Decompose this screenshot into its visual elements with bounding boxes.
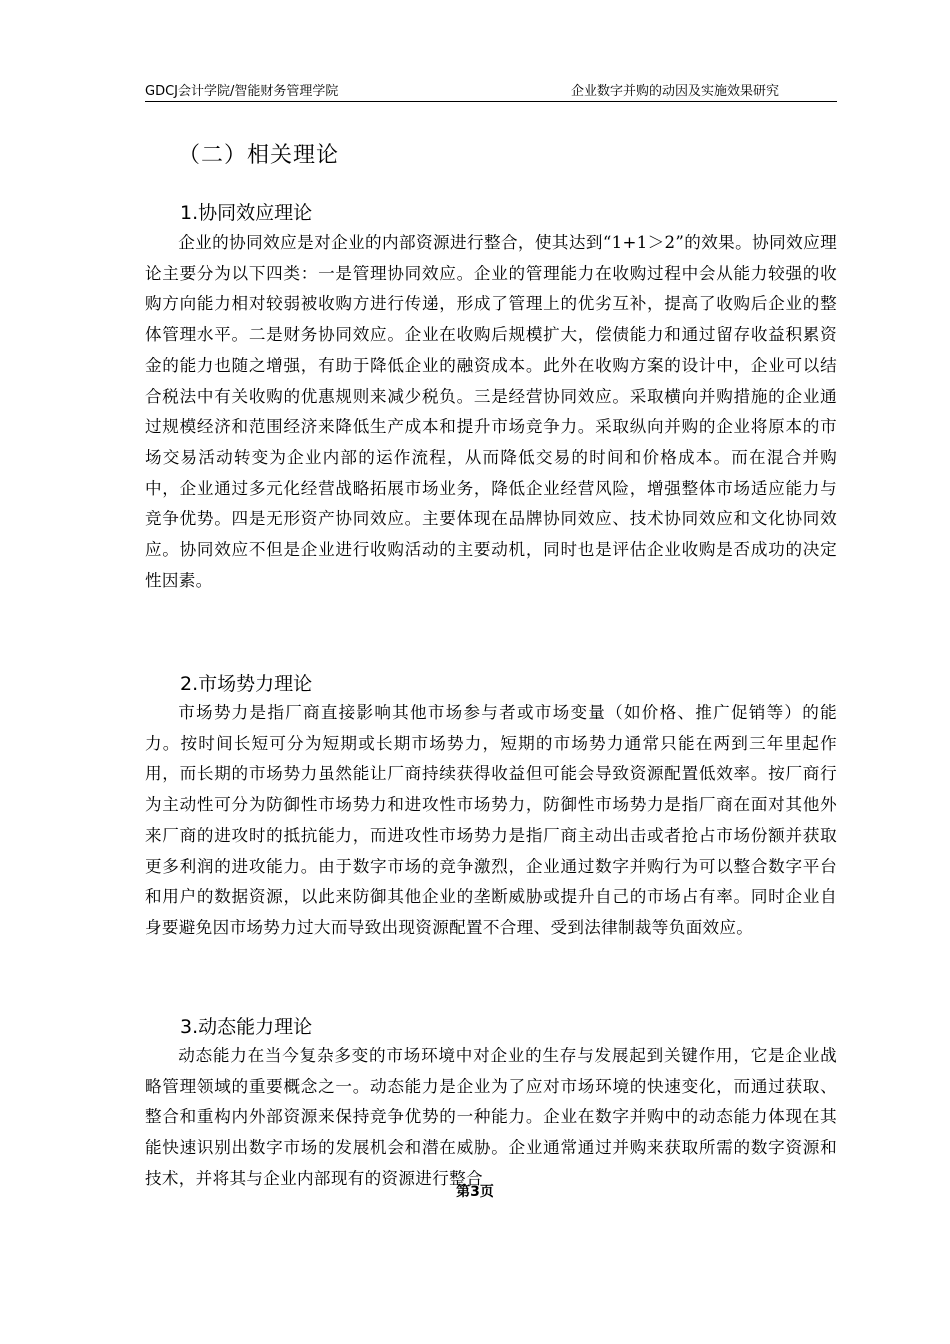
- page-number: 第3页: [456, 1184, 494, 1200]
- running-header: [145, 80, 837, 102]
- section-title: （二）相关理论: [178, 143, 340, 168]
- header-divider: [145, 101, 837, 102]
- paragraph-market-power: 市场势力是指厂商直接影响其他市场参与者或市场变量（如价格、推广促销等）的能力。按时间长短可分为短期或长期市场势力，短期的市场势力通常只能在两到三年里起作用，而长期的市场势力虽然能让厂商持续获得收益但可能会导致资源配置低效率。按厂商行为主动性可分为防御性市场势力和进攻性市场势力，防御性市场势力是指厂商在面对其他外来厂商的进攻时的抵抗能力，而进攻性市场势力是指厂商主动出击或者抢占市场份额并获取更多利润的进攻能力。由于数字市场的竞争激烈，企业通过数字并购行为可以整合数字平台和用户的数据资源，以此来防御其他企业的垄断威胁或提升自己的市场占有率。同时企业自身要避免因市场势力过大而导致出现资源配置不合理、受到法律制裁等负面效应。: [145, 703, 837, 937]
- header-institution: GDCJ会计学院/智能财务管理学院: [145, 84, 339, 99]
- paragraph-dynamic-capability: 动态能力在当今复杂多变的市场环境中对企业的生存与发展起到关键作用，它是企业战略管理领域的重要概念之一。动态能力是企业为了应对市场环境的快速变化，而通过获取、整合和重构内外部资源来保持竞争优势的一种能力。企业在数字并购中的动态能力体现在其能快速识别出数字市场的发展机会和潜在威胁。企业通常通过并购来获取所需的数字资源和技术，并将其与企业内部现有的资源进行整合: [145, 1046, 837, 1188]
- subsection-title-market-power: 2.市场势力理论: [180, 673, 313, 695]
- subsection-title-dynamic-capability: 3.动态能力理论: [180, 1016, 313, 1038]
- subsection-title-synergy: 1.协同效应理论: [180, 202, 313, 224]
- header-thesis-title: 企业数字并购的动因及实施效果研究: [570, 84, 779, 99]
- paragraph-synergy: 企业的协同效应是对企业的内部资源进行整合，使其达到“1+1＞2”的效果。协同效应理论主要分为以下四类：一是管理协同效应。企业的管理能力在收购过程中会从能力较强的收购方向能力相对较弱被收购方进行传递，形成了管理上的优劣互补，提高了收购后企业的整体管理水平。二是财务协同效应。企业在收购后规模扩大，偿债能力和通过留存收益积累资金的能力也随之增强，有助于降低企业的融资成本。此外在收购方案的设计中，企业可以结合税法中有关收购的优惠规则来减少税负。三是经营协同效应。采取横向并购措施的企业通过规模经济和范围经济来降低生产成本和提升市场竞争力。采取纵向并购的企业将原本的市场交易活动转变为企业内部的运作流程，从而降低交易的时间和价格成本。而在混合并购中，企业通过多元化经营战略拓展市场业务，降低企业经营风险，增强整体市场适应能力与竞争优势。四是无形资产协同效应。主要体现在品牌协同效应、技术协同效应和文化协同效应。协同效应不但是企业进行收购活动的主要动机，同时也是评估企业收购是否成功的决定性因素。: [145, 233, 837, 590]
